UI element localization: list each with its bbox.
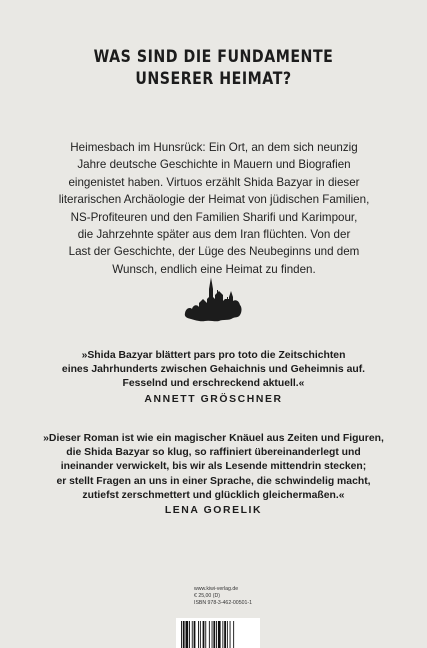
blurb-line: literarischen Archäologie der Heimat von jüdischen Familien,: [58, 193, 370, 207]
quote-line: »Dieser Roman ist wie ein magischer Knäuel aus Zeiten und Figuren,: [43, 433, 384, 444]
quote-author: LENA GORELIK: [164, 505, 263, 517]
isbn: ISBN 978-3-462-00501-1: [194, 600, 252, 606]
quote-lena-gorelik: [0, 432, 427, 518]
barcode-area: [176, 618, 260, 648]
headline: [30, 46, 397, 90]
quote-line: er stellt Fragen an uns in einer Sprache, die schwindelig macht,: [56, 475, 371, 487]
quote-line: ineinander verwickelt, bis wir als Lesende mittendrin stecken;: [60, 461, 367, 473]
publisher-website: www.kiwi-verlag.de: [194, 586, 239, 592]
headline-line-2: UNSERER HEIMAT?: [135, 69, 292, 88]
quote-line: zutiefst zerschmettert und glücklich gleichermaßen.«: [82, 489, 345, 501]
imprint: [194, 586, 252, 607]
blurb-line: Wunsch, endlich eine Heimat zu finden.: [112, 262, 316, 276]
blurb: [44, 139, 384, 278]
headline-line-1: WAS SIND DIE FUNDAMENTE: [93, 47, 334, 66]
blurb-line: NS-Profiteuren und den Familien Sharifi und Karimpour,: [70, 210, 358, 224]
blurb-line: Heimesbach im Hunsrück: Ein Ort, an dem sich neunzig: [70, 141, 358, 154]
blurb-line: eingenistet haben. Virtuos erzählt Shida Bazyar in dieser: [68, 175, 360, 189]
quote-line: »Shida Bazyar blättert pars pro toto die Zeitschichten: [81, 350, 346, 361]
quote-line: eines Jahrhunderts zwischen Gehaichnis und Geheimnis auf.: [61, 364, 366, 376]
barcode: [181, 621, 255, 648]
blurb-line: Jahre deutsche Geschichte in Mauern und Biografien: [77, 158, 351, 172]
blurb-line: Last der Geschichte, der Lüge des Neubeginns und dem: [68, 245, 360, 259]
quote-annett-groeschner: [0, 349, 427, 407]
village-skyline-icon: [183, 277, 243, 325]
quote-line: Fesselnd und erschreckend aktuell.«: [122, 378, 305, 390]
blurb-line: die Jahrzehnte später aus dem Iran flüchten. Von der: [77, 228, 351, 242]
price: € 25,00 (D): [194, 593, 220, 599]
quote-author: ANNETT GRÖSCHNER: [144, 393, 283, 405]
quote-line: die Shida Bazyar so klug, so raffiniert übereinanderlegt und: [66, 447, 361, 459]
